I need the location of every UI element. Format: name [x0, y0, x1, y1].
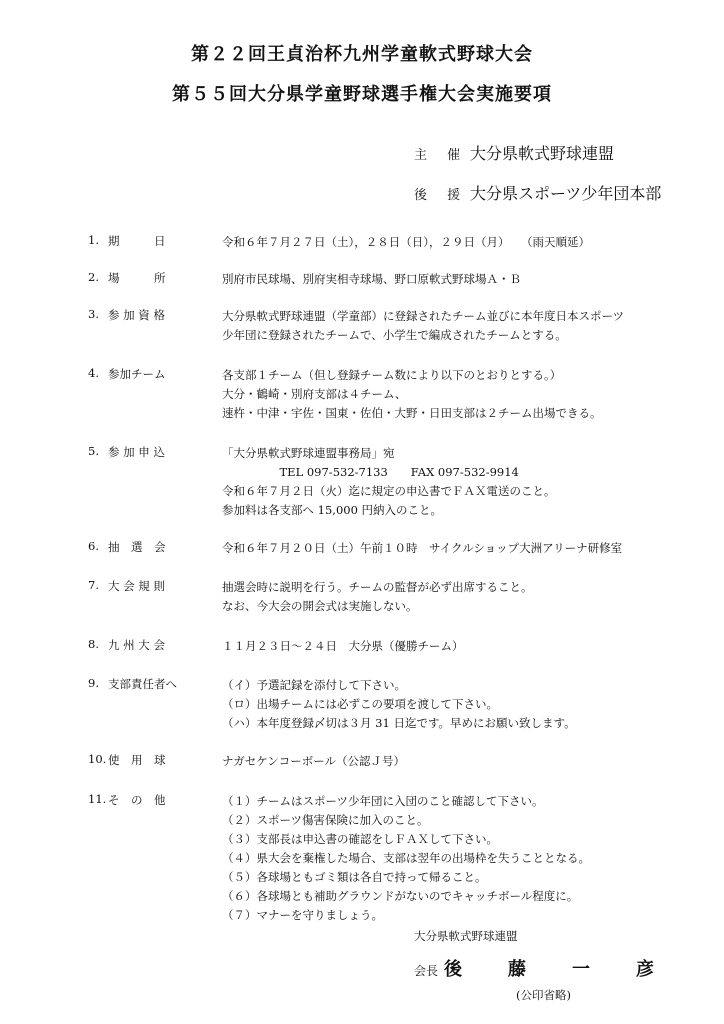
signature-line	[414, 955, 668, 981]
document-title-line2: 第５５回大分県学童野球選手権大会実施要項	[172, 84, 552, 105]
item-line: （７）マナーを守りましょう。	[222, 908, 383, 922]
item-line: 少年団に登録されたチームで、小学生で編成されたチームとする。	[222, 328, 567, 342]
item-content	[222, 366, 652, 423]
item-number: 4.	[88, 366, 99, 380]
item-content	[222, 233, 652, 252]
item-number: 1.	[88, 233, 99, 247]
item-content	[222, 307, 652, 345]
item-label: 場 所	[108, 271, 166, 285]
item-label: 期 日	[108, 234, 166, 248]
item-number: 9.	[88, 676, 99, 690]
item-line: 抽選会時に説明を行う。チームの監督が必ず出席すること。	[222, 580, 533, 594]
item-number: 2.	[88, 270, 99, 284]
organizer-value: 大分県軟式野球連盟	[470, 144, 615, 163]
item-line: 参加料は各支部へ 15,000 円納入のこと。	[222, 503, 443, 517]
item-content	[222, 792, 652, 925]
item-label: 使 用 球	[108, 753, 166, 767]
item-line: （４）県大会を棄権した場合、支部は翌年の出場枠を失うこととなる。	[222, 851, 590, 865]
supporter-label: 後 援	[414, 188, 469, 203]
item-line: １１月２３日～２４日 大分県（優勝チーム）	[222, 639, 464, 653]
item-label: 支部責任者へ	[108, 677, 177, 691]
item-number: 7.	[88, 578, 99, 592]
item-content	[222, 444, 652, 520]
item-line: （５）各球場ともゴミ類は各自で持って帰ること。	[222, 870, 487, 884]
item-number: 3.	[88, 307, 99, 321]
item-line: 令和６年７月２０日（土）午前１０時 サイクルショップ大洲アリーナ研修室	[222, 541, 623, 555]
item-line: （１）チームはスポーツ少年団に入団のこと確認して下さい。	[222, 794, 544, 808]
supporter-value: 大分県スポーツ少年団本部	[470, 184, 662, 203]
item-line: 令和６年７月２７日（土），２８日（日），２９日（月） （雨天順延）	[222, 235, 590, 249]
item-label: 参 加 申 込	[108, 445, 165, 459]
item-content	[222, 539, 652, 558]
item-line: （６）各球場とも補助グラウンドがないのでキャッチボール程度に。	[222, 889, 579, 903]
item-content	[222, 752, 652, 771]
item-content	[222, 578, 652, 616]
supporter-row	[414, 181, 661, 204]
item-content	[222, 676, 652, 733]
signature-role: 会長	[414, 964, 439, 978]
item-line: （ハ）本年度登録〆切は３月 31 日迄です。早めにお願い致します。	[222, 716, 576, 730]
item-label: 大 会 規 則	[108, 579, 165, 593]
item-number: 10.	[88, 752, 107, 766]
item-line: なお、今大会の開会式は実施しない。	[222, 599, 418, 613]
item-label: 抽 選 会	[108, 540, 166, 554]
item-number: 6.	[88, 539, 99, 553]
item-line: 大分・鶴崎・別府支部は４チーム、	[222, 387, 407, 401]
signature-organization: 大分県軟式野球連盟	[414, 929, 518, 943]
seal-omitted-note: (公印省略)	[516, 988, 571, 1002]
item-line: 別府市民球場、別府実相寺球場、野口原軟式野球場Ａ・Ｂ	[222, 272, 521, 286]
item-line: 大分県軟式野球連盟（学童部）に登録されたチーム並びに本年度日本スポーツ	[222, 309, 625, 323]
document-title-line1: 第２２回王貞治杯九州学童軟式野球大会	[191, 44, 533, 65]
item-label: そ の 他	[108, 793, 166, 807]
item-number: 5.	[88, 444, 99, 458]
item-content	[222, 637, 652, 656]
item-line: （２）スポーツ傷害保険に加入のこと。	[222, 813, 429, 827]
item-number: 11.	[88, 792, 107, 806]
item-line: 各支部１チーム（但し登録チーム数により以下のとおりとする。）	[222, 368, 562, 382]
item-label: 参加チーム	[108, 367, 166, 381]
item-line: 令和６年７月２日（火）迄に規定の申込書でＦＡＸ電送のこと。	[222, 484, 556, 498]
item-line: （イ）予選記録を添付して下さい。	[222, 678, 406, 692]
organizer-label: 主 催	[414, 148, 469, 163]
item-line: （３）支部長は申込書の確認をしＦＡＸして下さい。	[222, 832, 498, 846]
item-content	[222, 270, 652, 289]
item-label: 参 加 資 格	[108, 308, 165, 322]
item-label: 九 州 大 会	[108, 638, 165, 652]
item-number: 8.	[88, 637, 99, 651]
item-line: （ロ）出場チームには必ずこの要項を渡して下さい。	[222, 697, 498, 711]
organizer-row	[414, 141, 614, 164]
item-line: 速杵・中津・宇佐・国東・佐伯・大野・日田支部は２チーム出場できる。	[222, 406, 602, 420]
item-line: ナガセケンコーボール（公認Ｊ号）	[222, 754, 405, 768]
item-line: TEL 097-532-7133 FAX 097-532-9914	[222, 465, 519, 479]
signature-name: 後 藤 一 彦	[444, 959, 669, 980]
item-line: 「大分県軟式野球連盟事務局」宛	[222, 446, 395, 460]
